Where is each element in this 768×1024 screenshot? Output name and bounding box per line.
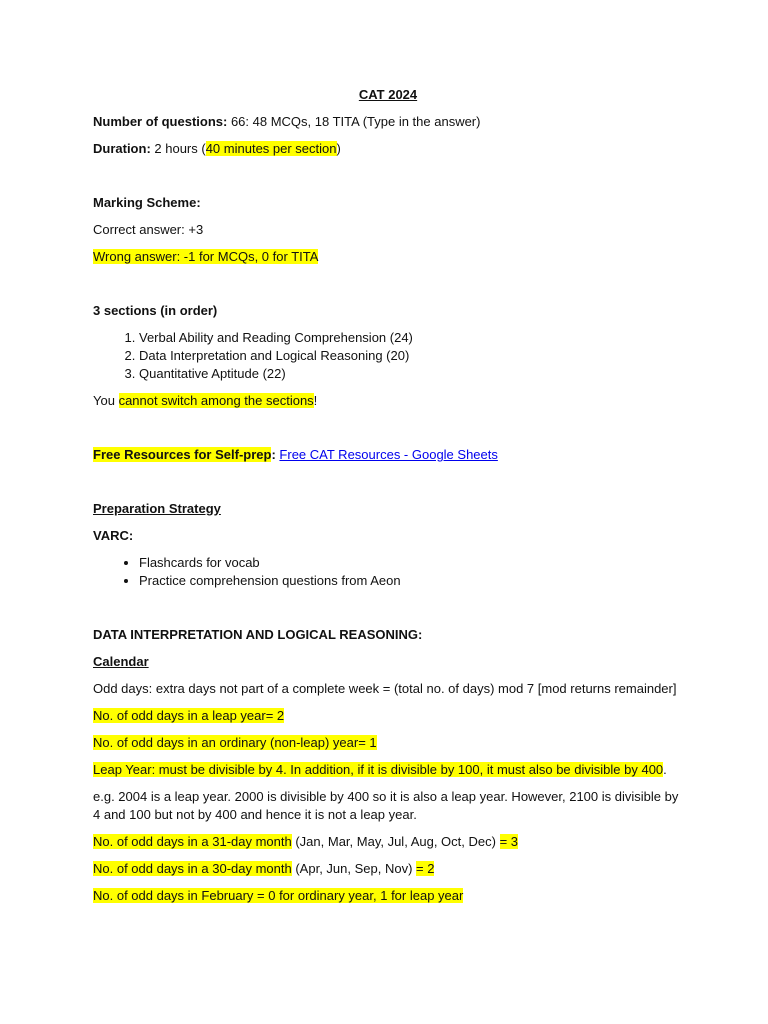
month30-highlight: No. of odd days in a 30-day month <box>93 861 292 876</box>
month30-months: (Apr, Jun, Sep, Nov) <box>291 861 417 876</box>
varc-item: • Practice comprehension questions from Aeon <box>139 572 683 590</box>
section-item: 1. Verbal Ability and Reading Comprehension (24) <box>139 329 683 347</box>
duration-line <box>93 140 683 158</box>
resources-colon: : <box>271 447 276 462</box>
month30-value: = 2 <box>416 861 435 876</box>
switch-note-pre: You <box>93 393 119 408</box>
varc-heading: VARC: <box>93 528 134 543</box>
wrong-answer-line <box>93 248 683 266</box>
leap-rule-end: . <box>663 762 667 777</box>
month31-line <box>93 833 683 851</box>
varc-list <box>93 554 683 590</box>
duration-pre: 2 hours ( <box>150 141 206 156</box>
ordinary-odd-days-line <box>93 734 683 752</box>
dilr-heading: DATA INTERPRETATION AND LOGICAL REASONING: <box>93 627 423 642</box>
resources-line <box>93 446 683 464</box>
marking-heading: Marking Scheme: <box>93 195 201 210</box>
month31-value: = 3 <box>499 834 518 849</box>
varc-item: • Flashcards for vocab <box>139 554 683 572</box>
february-line <box>93 887 683 905</box>
duration-post: ) <box>336 141 341 156</box>
questions-label: Number of questions: <box>93 114 228 129</box>
questions-line <box>93 113 683 131</box>
leap-rule-highlight: Leap Year: must be divisible by 4. In addition, if it is divisible by 100, it must also be divisible by 400 <box>93 762 664 777</box>
switch-note <box>93 392 683 410</box>
strategy-heading: Preparation Strategy <box>93 501 221 516</box>
february-highlight: No. of odd days in February = 0 for ordinary year, 1 for leap year <box>93 888 464 903</box>
month30-line <box>93 860 683 878</box>
calendar-heading: Calendar <box>93 654 149 669</box>
odd-days-definition: Odd days: extra days not part of a complete week = (total no. of days) mod 7 [mod returns remainder] <box>93 681 677 696</box>
ordinary-odd-days-highlight: No. of odd days in an ordinary (non-leap) year= 1 <box>93 735 377 750</box>
leap-odd-days-highlight: No. of odd days in a leap year= 2 <box>93 708 285 723</box>
resources-link[interactable]: Free CAT Resources - Google Sheets <box>279 447 498 462</box>
section-item: 2. Data Interpretation and Logical Reasoning (20) <box>139 347 683 365</box>
section-item: 3. Quantitative Aptitude (22) <box>139 365 683 383</box>
sections-heading: 3 sections (in order) <box>93 303 218 318</box>
duration-label: Duration: <box>93 141 151 156</box>
month31-highlight: No. of odd days in a 31-day month <box>93 834 292 849</box>
correct-answer-line: Correct answer: +3 <box>93 222 204 237</box>
document-title: CAT 2024 <box>358 87 418 102</box>
leap-year-example: e.g. 2004 is a leap year. 2000 is divisible by 400 so it is also a leap year. However, 2100 is divisible by 4 and 100 but not by 400 and hence it is not a leap year. <box>93 789 679 822</box>
questions-value: 66: 48 MCQs, 18 TITA (Type in the answer) <box>227 114 481 129</box>
document-page <box>93 86 683 905</box>
switch-note-highlight: cannot switch among the sections <box>118 393 314 408</box>
duration-highlight: 40 minutes per section <box>205 141 337 156</box>
leap-rule-line <box>93 761 683 779</box>
switch-note-post: ! <box>313 393 318 408</box>
wrong-answer-highlight: Wrong answer: -1 for MCQs, 0 for TITA <box>93 249 319 264</box>
leap-odd-days-line <box>93 707 683 725</box>
resources-label: Free Resources for Self-prep <box>93 447 272 462</box>
sections-list <box>93 329 683 383</box>
month31-months: (Jan, Mar, May, Jul, Aug, Oct, Dec) <box>291 834 500 849</box>
